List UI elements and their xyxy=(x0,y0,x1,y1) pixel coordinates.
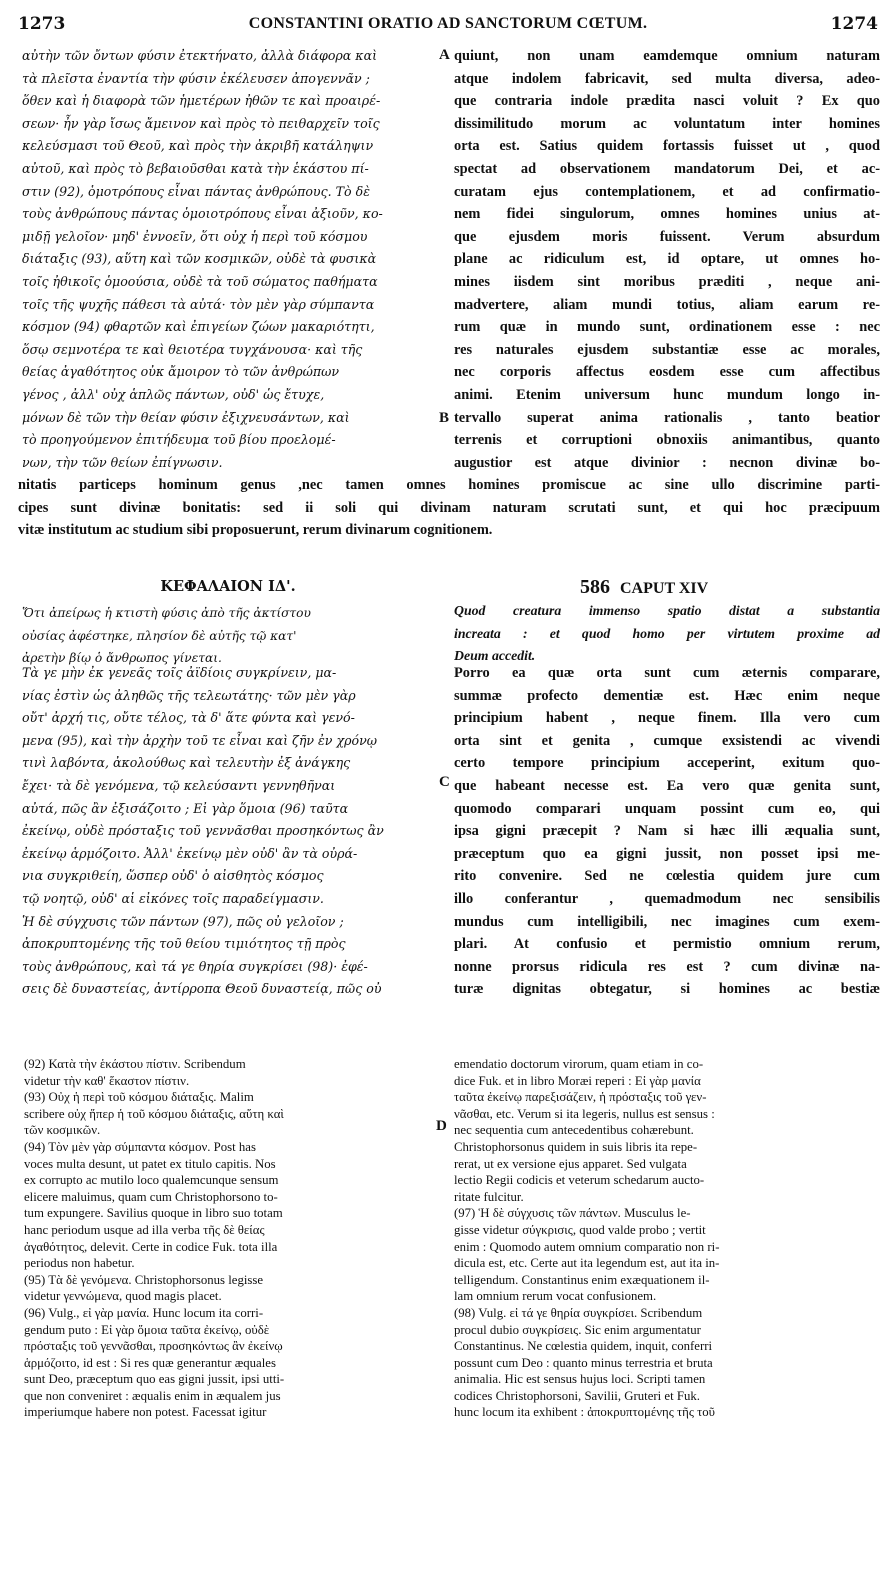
greek-text-line: κόσμον (94) φθαρτῶν καὶ ἐπιγείων ζώων μακαριότητι, xyxy=(22,319,375,335)
footnote-line: νᾶσθαι, etc. Verum si ita legeris, nullus est sensus : xyxy=(454,1106,715,1121)
footnote-line: rerat, ut ex versione ejus apparet. Sed vulgata xyxy=(454,1156,687,1171)
latin-text-top xyxy=(454,45,880,474)
latin-text-line: nem fidei singulorum, omnes homines unius at- xyxy=(454,206,880,223)
latin-body-line: quomodo comparari unquam possint cum eo, qui xyxy=(454,800,880,817)
latin-text-line: nec corporis affectus eosdem esse cum affectibus xyxy=(454,364,880,381)
greek-chapter-heading: ΚΕΦΑΛΑΙΟΝ ΙΔ'. xyxy=(160,578,296,595)
greek-body-line: ἀποκρυπτομένης τῆς τοῦ θείου τιμιότητος τῇ πρὸς xyxy=(22,936,346,952)
footnote-line: ταῦτα ἐκείνῳ παρεξισάζειν, ἡ πρόσταξις τοῦ γεν- xyxy=(454,1090,707,1105)
column-number: 586 xyxy=(580,576,610,598)
footnote-line: (98) Vulg. εἰ τά γε θηρία συγκρίσει. Scribendum xyxy=(454,1305,703,1320)
greek-body-line: τινὶ λαβόντα, ἀκολούθως καὶ τελευτὴν ἐξ ἀνάγκης xyxy=(22,755,351,771)
latin-chapter-subtitle xyxy=(454,600,880,668)
latin-chapter-body xyxy=(454,662,880,1001)
greek-body-line: νίας ἐστὶν ὡς ἀληθῶς τῆς τελεωτάτης· τῶν μὲν γὰρ xyxy=(22,687,356,703)
footnote-line: Constantinus. Ne cœlestia quidem, inquit, conferri xyxy=(454,1339,713,1354)
page-number-left: 1273 xyxy=(18,14,66,34)
footnote-line: emendatio doctorum virorum, quam etiam in co- xyxy=(454,1057,704,1071)
latin-body-line: principium habent , neque finem. Illa vero cum xyxy=(454,710,880,727)
running-title: CONSTANTINI ORATIO AD SANCTORUM CŒTUM. xyxy=(248,15,648,32)
greek-text-line: μιδῇ γελοῖον· μηδ' ἐννοεῖν, ὅτι οὐχ ἡ περὶ τοῦ κόσμου xyxy=(22,228,368,244)
greek-text-line: αὐτοῦ, καὶ πρὸς τὸ βεβαιοῦσθαι κατὰ τὴν ἑκάστου πί- xyxy=(22,160,369,176)
footnote-line: periodus non habetur. xyxy=(24,1256,135,1271)
greek-text-line: τοῖς ἠθικοῖς ὁμοούσια, οὐδὲ τὰ τοῦ σώματος παθήματα xyxy=(22,273,378,289)
greek-body-line: Ἡ δὲ σύγχυσις τῶν πάντων (97), πῶς οὐ γελοῖον ; xyxy=(22,913,344,929)
footnote-line: videtur τὴν καθ' ἕκαστον πίστιν. xyxy=(24,1073,190,1088)
latin-text-line: plane ac ridiculum est, id optare, ut omnes ho- xyxy=(454,251,880,268)
footnote-line: elicere maluimus, quam cum Christophorsono to- xyxy=(24,1189,278,1204)
footnote-line: videtur γεννώμενα, quod magis placet. xyxy=(24,1289,222,1304)
footnote-line: voces multa desunt, ut patet ex titulo capitis. Nos xyxy=(24,1156,276,1171)
running-header xyxy=(18,14,878,38)
margin-letter-a: A xyxy=(439,47,450,63)
greek-text-line: κελεύσμασι τοῦ Θεοῦ, καὶ πρὸς τὴν ἀκριβῆ κατάληψιν xyxy=(22,138,374,154)
footnote-line: que non conveniret : æqualis enim in æqualem jus xyxy=(24,1388,281,1403)
footnote-line: (97) Ἡ δὲ σύγχυσις τῶν πάντων. Musculus le- xyxy=(454,1206,691,1221)
footnote-line: (96) Vulg., εἰ γὰρ μανία. Hunc locum ita corri- xyxy=(24,1305,264,1320)
footnote-line: scribere οὐχ ἥπερ ἡ τοῦ κόσμου διάταξις, αὕτη καὶ xyxy=(24,1106,284,1121)
greek-text-line: τὰ πλεῖστα ἐναντία τὴν φύσιν ἐκέλευσεν ἀπογεννᾶν ; xyxy=(22,70,370,86)
margin-letter-c: C xyxy=(439,774,450,790)
latin-text-line: quiunt, non unam eamdemque omnium naturam xyxy=(454,48,880,64)
footnote-line: possunt cum Deo : quanto minus terrestria et bruta xyxy=(454,1355,713,1370)
greek-text-line: αὐτὴν τῶν ὄντων φύσιν ἐτεκτήνατο, ἀλλὰ διάφορα καὶ xyxy=(22,48,378,63)
latin-full-width-line: nitatis particeps hominum genus ,nec tamen omnes homines promiscue ac sine ullo discrimine parti- xyxy=(18,477,880,493)
greek-body-line: μενα (95), καὶ τὴν ἀρχὴν τοῦ τε εἶναι καὶ ζῆν ἐν χρόνῳ xyxy=(22,732,378,748)
latin-text-line: curatam ejus contemplationem, et ad confirmatio- xyxy=(454,183,880,200)
greek-subtitle-line: Ὅτι ἀπείρως ἡ κτιστὴ φύσις ἀπὸ τῆς ἀκτίστου xyxy=(22,606,311,620)
footnote-line: ἀγαθότητος, delevit. Certe in codice Fuk. tota illa xyxy=(24,1239,278,1254)
page-number-right: 1274 xyxy=(830,14,878,34)
greek-text-line: στιν (92), ὁμοτρόπους εἶναι πάντας ἀνθρώπους. Τὸ δὲ xyxy=(22,183,370,199)
footnote-line: hunc locum ita exhibent : ἀποκρυπτομένης τῆς τοῦ xyxy=(454,1405,715,1420)
footnote-line: gisse videtur σύγκρισις, quod valde probo ; vertit xyxy=(454,1222,706,1237)
greek-body-line: ἐκείνῳ ἁρμόζοιτο. Ἀλλ' ἐκείνῳ μὲν οὐδ' ἂν τὰ οὐρά- xyxy=(22,845,358,861)
latin-text-line: atque indolem fabricavit, sed multa diversa, adeo- xyxy=(454,70,880,87)
latin-body-line: nonne prorsus ridicula res est ? cum divinæ na- xyxy=(454,958,880,975)
latin-chapter-heading: CAPUT XIV xyxy=(620,580,709,597)
greek-body-line: τοὺς ἀνθρώπους, καὶ τά γε θηρία συγκρίσει (98)· ἐφέ- xyxy=(22,958,368,974)
latin-text-line: tervallo superat anima rationalis , tanto beatior xyxy=(454,409,880,426)
greek-body-line: νια συγκριθείη, ὥσπερ οὐδ' ὁ αἰσθητὸς κόσμος xyxy=(22,868,324,884)
latin-body-line: ipsa gigni præcepit ? Nam si hæc illi æqualia sunt, xyxy=(454,823,880,840)
latin-text-line: terrenis et corruptioni obnoxiis animantibus, quanto xyxy=(454,432,880,449)
greek-body-line: Τὰ γε μὴν ἐκ γενεᾶς τοῖς ἀϊδίοις συγκρίνειν, μα- xyxy=(22,665,337,680)
greek-body-line: τῷ νοητῷ, οὐδ' αἱ εἰκόνες τοῖς παραδείγμασιν. xyxy=(22,890,324,906)
footnotes-left-column xyxy=(24,1056,432,1421)
latin-text-line: dissimilitudo morum ac voluntatum inter homines xyxy=(454,115,880,132)
greek-text-line: θείας ἀγαθότητος οὐκ ἄμοιρον τὸ τῶν ἀνθρώπων xyxy=(22,364,340,380)
latin-text-full-width xyxy=(18,474,880,542)
greek-text-line: ὅσῳ σεμνοτέρα τε καὶ θειοτέρα τυγχάνουσα· καὶ τῆς xyxy=(22,341,363,357)
footnote-line: (94) Τὸν μὲν γὰρ σύμπαντα κόσμον. Post has xyxy=(24,1139,256,1154)
footnote-line: telligendum. Constantinus enim exæquationem il- xyxy=(454,1272,710,1287)
footnote-line: πρόσταξις τοῦ γεννᾶσθαι, προσηκόντως ἂν ἐκείνῳ xyxy=(24,1339,283,1354)
footnote-line: dice Fuk. et in libro Moræi reperi : Εἰ γὰρ μανία xyxy=(454,1073,701,1088)
greek-text-line: ὅθεν καὶ ἡ διαφορὰ τῶν ἡμετέρων ἠθῶν τε καὶ προαιρέ- xyxy=(22,93,381,109)
latin-full-width-line: cipes sunt divinæ bonitatis: sed ii soli qui divinam naturam scrutati sunt, et qui hoc præcipuum xyxy=(18,499,880,516)
latin-subtitle-line: Quod creatura immenso spatio distat a substantia xyxy=(454,603,880,618)
greek-chapter-body xyxy=(22,662,434,1001)
latin-body-line: orta sint et genita , cumque exsistendi ac vivendi xyxy=(454,732,880,749)
latin-text-line: animi. Etenim universum hunc mundum longo in- xyxy=(454,386,880,403)
greek-text-line: τοὺς ἀνθρώπους πάντας ὁμοιοτρόπους εἶναι ἀξιοῦν, κο- xyxy=(22,206,383,222)
latin-body-line: certo tempore principium acceperint, exitum quo- xyxy=(454,755,880,772)
latin-text-line: madvertere, aliam mundi totius, aliam earum re- xyxy=(454,296,880,313)
footnote-line: procul dubio συγκρίσεις. Sic enim argumentatur xyxy=(454,1322,701,1337)
footnote-line: ἁρμόζοιτο, id est : Si res quæ generantur æquales xyxy=(24,1355,276,1370)
greek-body-line: αὐτά, πῶς ἂν ἐξισάζοιτο ; Εἰ γὰρ ὅμοια (96) ταῦτα xyxy=(22,800,349,816)
footnote-line: gendum puto : Εἰ γὰρ ὅμοια ταῦτα ἐκείνῳ, οὐδὲ xyxy=(24,1322,270,1337)
greek-text-line: τοῖς τῆς ψυχῆς πάθεσι τὰ αὐτά· τὸν μὲν γὰρ σύμπαντα xyxy=(22,296,375,312)
footnote-line: lam omnium rerum vocat confusionem. xyxy=(454,1289,657,1304)
latin-text-line: orta est. Satius quidem fortassis fuisset ut , quod xyxy=(454,138,880,155)
latin-text-line: augustior est atque divinior : necnon divinæ bo- xyxy=(454,454,880,471)
footnote-line: (95) Τὰ δὲ γενόμενα. Christophorsonus legisse xyxy=(24,1272,264,1287)
latin-full-width-line: vitæ institutum ac studium sibi proposuerunt, rerum divinarum cognitionem. xyxy=(18,522,493,539)
latin-text-line: mines iisdem sint moribus præditi , neque ani- xyxy=(454,273,880,290)
latin-body-line: turæ dignitas obtegatur, si homines ac bestiæ xyxy=(454,981,880,998)
greek-text-top xyxy=(22,45,434,474)
margin-letter-b: B xyxy=(439,410,450,426)
latin-subtitle-line: increata : et quod homo per virtutem proxime ad xyxy=(454,625,880,641)
latin-body-line: præceptum quo ea gigni jussit, non posset ipsi me- xyxy=(454,845,880,862)
latin-body-line: que habeant necesse est. Ea vero quæ genita sunt, xyxy=(454,777,880,794)
latin-text-line: que ejusdem moris fuissent. Verum absurdum xyxy=(454,228,880,245)
greek-text-line: τὸ προηγούμενον ἐπιτήδευμα τοῦ βίου προελομέ- xyxy=(22,432,336,448)
greek-text-line: νων, τὴν τῶν θείων ἐπίγνωσιν. xyxy=(22,454,223,470)
greek-text-line: διάταξις (93), αὕτη καὶ τῶν κοσμικῶν, οὐδὲ τὰ φυσικὰ xyxy=(22,251,377,267)
footnote-line: (92) Κατὰ τὴν ἑκάστου πίστιν. Scribendum xyxy=(24,1057,246,1071)
footnotes-right-column xyxy=(454,1056,880,1421)
footnote-line: animalia. Hic est sensus hujus loci. Scripti tamen xyxy=(454,1372,706,1387)
footnote-line: dicula est, etc. Certe aut ita legendum est, aut ita in- xyxy=(454,1256,720,1271)
greek-chapter-subtitle xyxy=(22,602,434,670)
greek-text-line: σεων· ἦν γὰρ ἴσως ἄμεινον καὶ πρὸς τὸ πειθαρχεῖν τοῖς xyxy=(22,115,380,131)
latin-text-line: rum quæ in mundo sunt, ordinationem esse : nec xyxy=(454,319,880,336)
greek-subtitle-line: ἀρετὴν βίῳ ὁ ἄνθρωπος γίνεται. xyxy=(22,651,222,666)
latin-text-line: spectat ad observationem mandatorum Dei, et ac- xyxy=(454,160,880,177)
footnote-line: lectio Regii codicis et veterum schedarum aucto- xyxy=(454,1173,705,1188)
greek-body-line: σεις δὲ δυναστείας, ἀντίρροπα Θεοῦ δυναστείᾳ, πῶς οὐ xyxy=(22,981,382,997)
footnote-line: Christophorsonus quidem in suis libris ita repe- xyxy=(454,1139,698,1154)
greek-subtitle-line: οὐσίας ἀφέστηκε, πλησίον δὲ αὐτῆς τῷ κατ' xyxy=(22,628,297,643)
latin-chapter-heading-block xyxy=(454,576,880,599)
greek-text-line: γένος , ἀλλ' οὐχ ἁπλῶς πάντων, οὐδ' ὡς ἔτυχε, xyxy=(22,386,325,402)
margin-letter-d: D xyxy=(436,1118,447,1134)
footnote-line: hanc periodum usque ad illa verba τῆς δὲ θείας xyxy=(24,1222,265,1237)
footnote-line: τῶν κοσμικῶν. xyxy=(24,1123,101,1138)
footnote-line: enim : Quomodo autem omnium comparatio non ri- xyxy=(454,1239,720,1254)
latin-body-line: rito convenire. Sed ne cœlestia quidem jure cum xyxy=(454,868,880,885)
greek-body-line: ἔχει· τὰ δὲ γενόμενα, τῷ κελεύσαντι γεννηθῆναι xyxy=(22,777,336,793)
latin-body-line: illo conferantur , quemadmodum nec sensibilis xyxy=(454,890,880,907)
footnote-line: tum expungere. Savilius quoque in libro suo totam xyxy=(24,1206,283,1221)
footnote-line: imperiumque habere non potest. Facessat igitur xyxy=(24,1405,267,1420)
latin-text-line: res naturales ejusdem substantiæ esse ac morales, xyxy=(454,341,880,358)
footnote-line: (93) Οὐχ ἡ περὶ τοῦ κόσμου διάταξις. Malim xyxy=(24,1090,254,1105)
footnote-line: codices Christophorsoni, Savilii, Gruteri et Fuk. xyxy=(454,1388,700,1403)
greek-body-line: ἐκείνῳ, οὐδὲ πρόσταξις τοῦ γεννᾶσθαι προσηκόντως ἂν xyxy=(22,823,384,839)
latin-text-line: que contraria indole prædita nasci voluit ? Ex quo xyxy=(454,93,880,110)
latin-body-line: Porro ea quæ orta sunt cum æternis comparare, xyxy=(454,665,880,681)
footnote-line: ritate fulcitur. xyxy=(454,1189,524,1204)
footnote-line: ex corrupto ac mutilo loco qualemcunque sensum xyxy=(24,1173,279,1188)
latin-body-line: summæ profecto dementiæ est. Hæc enim neque xyxy=(454,687,880,704)
latin-body-line: plari. At confusio et permistio omnium rerum, xyxy=(454,936,880,953)
latin-subtitle-line: Deum accedit. xyxy=(454,648,536,664)
footnote-line: sunt Deo, præceptum quo eas gigni jussit, ipsi utti- xyxy=(24,1372,285,1387)
latin-body-line: mundus cum intelligibili, nec imagines cum exem- xyxy=(454,913,880,930)
footnote-line: nec sequentia cum antecedentibus cohærebunt. xyxy=(454,1123,694,1138)
greek-text-line: μόνων δὲ τῶν τὴν θείαν φύσιν ἐξιχνευσάντων, καὶ xyxy=(22,409,350,425)
greek-body-line: οὔτ' ἀρχή τις, οὔτε τέλος, τὰ δ' ἅτε φύντα καὶ γενό- xyxy=(22,710,355,726)
